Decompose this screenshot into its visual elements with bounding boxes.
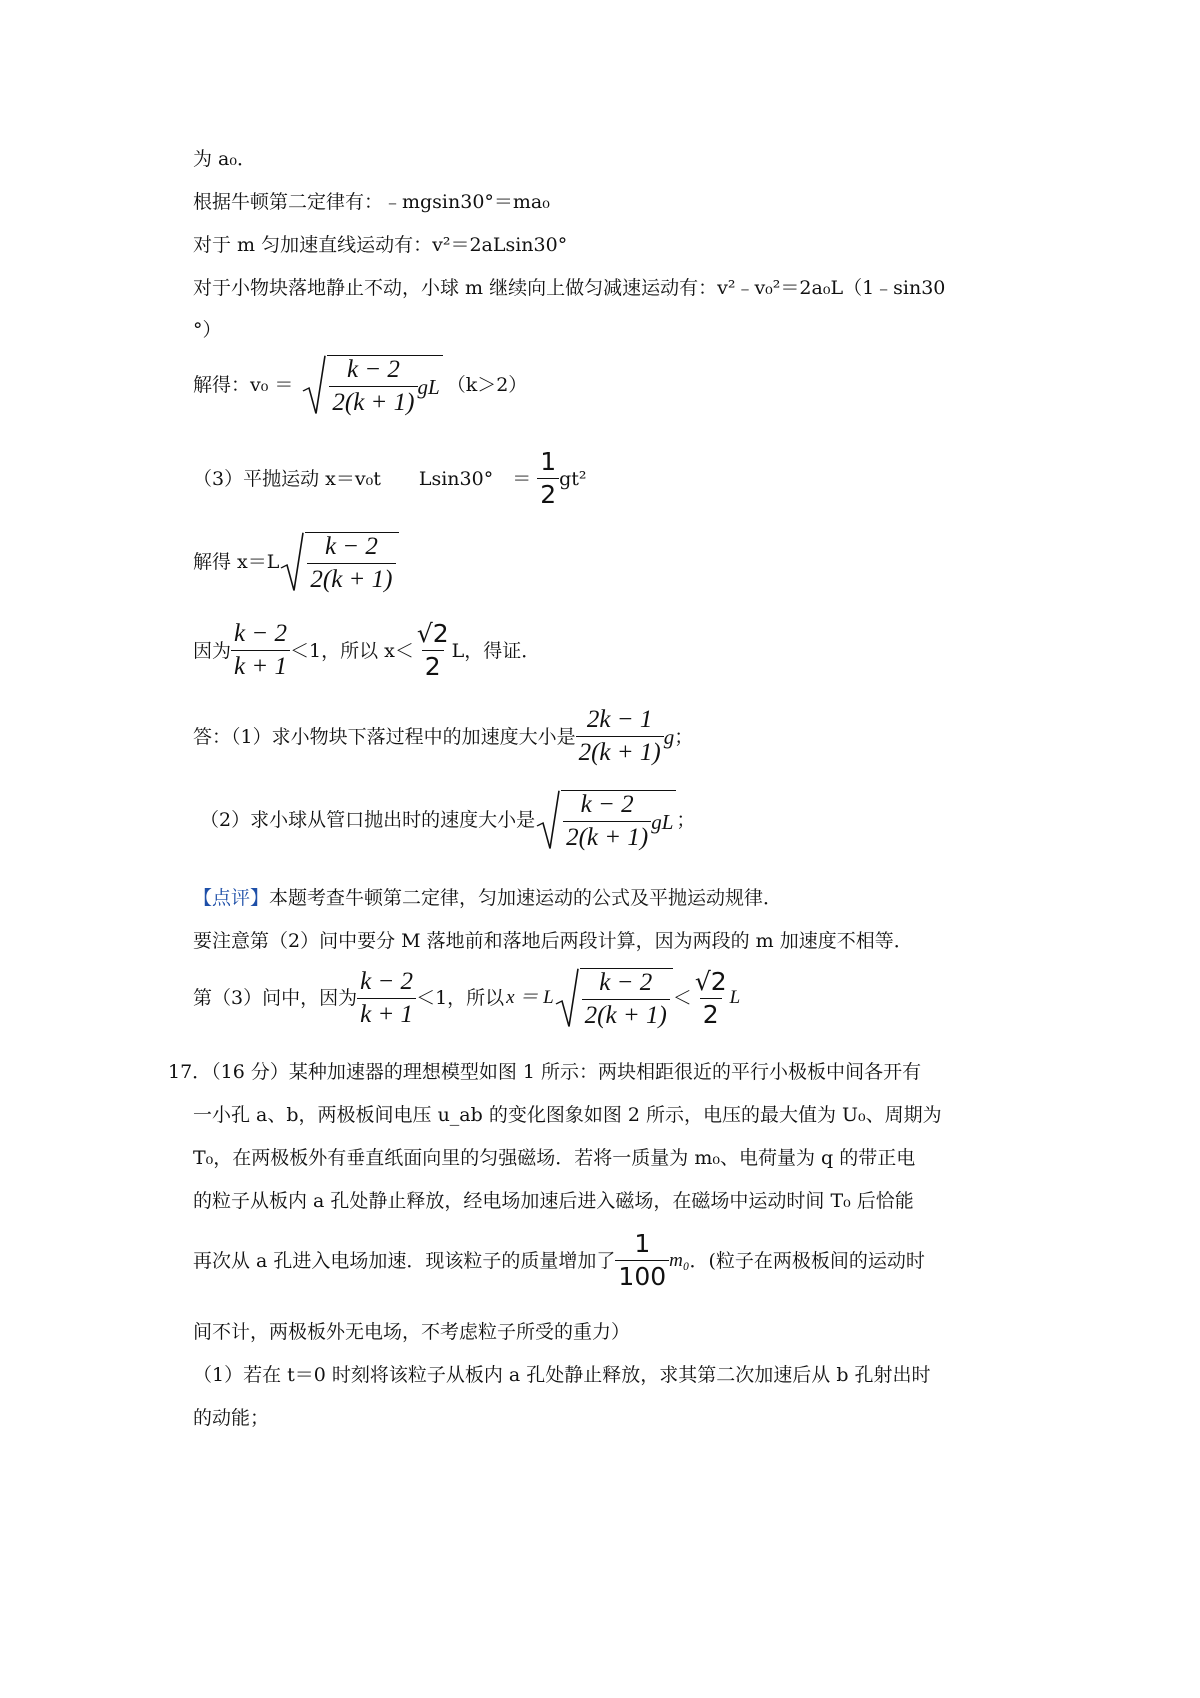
projectile-text: （3）平抛运动 x＝v₀t Lsin30° ＝ <box>193 467 532 490</box>
frac-num: k − 2 <box>346 356 400 383</box>
problem-17-line-6: 间不计，两极板外无电场，不考虑粒子所受的重力） <box>193 1321 631 1343</box>
radical-sign <box>554 968 580 1028</box>
answer-2-end: ； <box>676 809 696 831</box>
gL-term: gL <box>651 809 674 834</box>
solution-x <box>193 532 399 592</box>
problem-17-line-1: 17．（16 分）某种加速器的理想模型如图 1 所示：两块相距很近的平行小极板中间各开有 <box>168 1061 922 1083</box>
frac-num: k − 2 <box>360 967 414 995</box>
proof-pre: 因为 <box>193 639 232 662</box>
frac-num: √2 <box>416 619 449 648</box>
frac-num: k − 2 <box>234 620 287 647</box>
problem-17-q1-line-1: （1）若在 t＝0 时刻将该粒子从板内 a 孔处静止释放，求其第二次加速后从 b 孔射出时 <box>193 1364 931 1386</box>
solution-v0-cond: （k＞2） <box>446 374 528 396</box>
frac-den: k + 1 <box>231 650 290 679</box>
line-4: 对于小物块落地静止不动，小球 m 继续向上做匀减速运动有：v²﹣v₀²＝2a₀L（1﹣sin30 <box>193 277 946 299</box>
radical-sign <box>535 790 561 850</box>
radical-sign <box>301 355 327 415</box>
g-term: g <box>663 724 675 749</box>
frac-den: 2 <box>537 478 559 507</box>
line-5-post: ．(粒子在两极板间的运动时 <box>689 1249 925 1272</box>
solution-x-label: 解得 x＝L <box>193 551 280 573</box>
frac-den: 2 <box>422 650 444 679</box>
answer-1 <box>193 708 693 765</box>
proof-post: L，得证． <box>451 639 541 662</box>
comment-q3-eq: x ＝ L <box>506 987 554 1008</box>
line-5-pre: 再次从 a 孔进入电场加速．现该粒子的质量增加了 <box>193 1249 616 1272</box>
sqrt-v0 <box>301 355 442 415</box>
problem-17-line-3: T₀，在两极板外有垂直纸面向里的匀强磁场．若将一质量为 m₀、电荷量为 q 的带正电 <box>193 1147 916 1169</box>
frac-den: k + 1 <box>357 998 416 1027</box>
frac-num: k − 2 <box>599 969 653 996</box>
frac-num: √2 <box>694 966 727 996</box>
comment-q3-mid: ＜1，所以 <box>416 987 505 1009</box>
frac-den: 2 <box>700 998 722 1027</box>
line-2: 根据牛顿第二定律有：﹣mgsin30°＝ma₀ <box>193 191 550 213</box>
frac-den: 100 <box>615 1260 669 1289</box>
projectile-line <box>193 447 587 509</box>
comment-line <box>193 886 782 910</box>
answer-1-end: ； <box>674 725 694 748</box>
frac-num: 1 <box>540 447 557 476</box>
L-term: L <box>729 987 741 1008</box>
solution-v0-label: 解得：v₀ ＝ <box>193 374 294 396</box>
line-3: 对于 m 匀加速直线运动有：v²＝2aLsin30° <box>193 234 568 256</box>
answer-1-text: 答：（1）求小物块下落过程中的加速度大小是 <box>193 725 576 748</box>
sqrt-x <box>279 532 398 592</box>
solution-v0 <box>193 355 527 415</box>
frac-num: 1 <box>634 1229 651 1258</box>
projectile-gt2: gt² <box>559 467 587 490</box>
frac-den: 2(k + 1) <box>563 821 651 850</box>
frac-num: 2k − 1 <box>586 706 653 733</box>
proof-line <box>193 619 541 681</box>
problem-17-q1-line-2: 的动能； <box>193 1407 270 1429</box>
comment-q3: 第（3）问中，因为 $\frac{k - 2}{k + 1}$ ＜1，所以 x ＝ L $\frac{k - 2}{2(k + 1)}$ ＜ $\frac{√2}{2}$ L <box>193 966 741 1029</box>
radical-sign <box>279 532 305 592</box>
gL-term: gL <box>417 374 440 399</box>
line-13: 要注意第（2）问中要分 M 落地前和落地后两段计算，因为两段的 m 加速度不相等． <box>193 930 913 952</box>
problem-17-line-5 <box>193 1229 925 1291</box>
comment-tag: 【点评】 <box>193 887 270 909</box>
proof-mid: ＜1，所以 x＜ <box>289 639 414 662</box>
line-1: 为 a₀． <box>193 148 256 170</box>
frac-num: k − 2 <box>324 533 378 560</box>
answer-2 <box>200 790 695 850</box>
frac-num: k − 2 <box>580 791 634 818</box>
comment-q3-pre: 第（3）问中，因为 <box>193 987 358 1009</box>
m0-term: m₀ <box>669 1249 690 1271</box>
frac-den: 2(k + 1) <box>329 386 417 415</box>
frac-den: 2(k + 1) <box>576 736 664 765</box>
problem-17-line-4: 的粒子从板内 a 孔处静止释放，经电场加速后进入磁场，在磁场中运动时间 T₀ 后恰能 <box>193 1190 914 1212</box>
frac-den: 2(k + 1) <box>582 999 670 1028</box>
problem-17-line-2: 一小孔 a、b，两极板间电压 u_ab 的变化图象如图 2 所示，电压的最大值为 U₀、周期为 <box>193 1104 942 1126</box>
line-5: °） <box>193 319 222 341</box>
frac-den: 2(k + 1) <box>307 563 395 592</box>
comment-text: 本题考查牛顿第二定律，匀加速运动的公式及平抛运动规律． <box>269 887 783 909</box>
answer-2-text: （2）求小球从管口抛出时的速度大小是 <box>200 809 536 831</box>
